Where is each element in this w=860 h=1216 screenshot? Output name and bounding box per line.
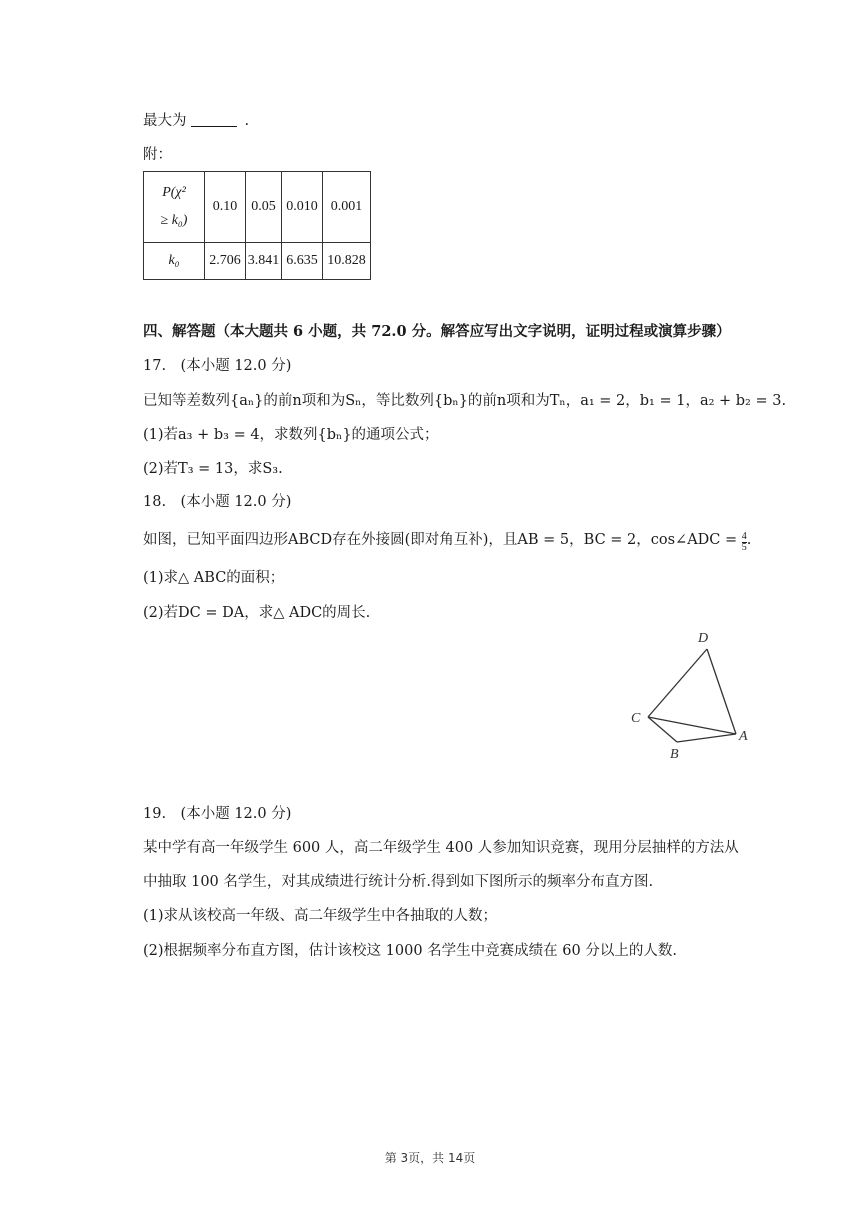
- table-cell: 0.010: [282, 172, 323, 243]
- q17-header: 17. (本小题 12.0 分): [143, 358, 292, 374]
- q19-part1: (1)求从该校高一年级、高二年级学生中各抽取的人数；: [143, 908, 498, 924]
- vertex-label-b: B: [670, 747, 679, 762]
- table-cell: 0.001: [323, 172, 371, 243]
- q16-tail-end: .: [244, 113, 250, 129]
- q18-stem-line: [143, 530, 751, 553]
- table-header-cell: [144, 172, 205, 243]
- table-cell: 10.828: [323, 243, 371, 280]
- table-header-line: ≥ k₀): [160, 213, 188, 228]
- table-header-line: P(χ²: [162, 185, 186, 200]
- section-heading: 四、解答题（本大题共 6 小题，共 72.0 分。解答应写出文字说明，证明过程或演算步骤）: [143, 323, 731, 340]
- segment-cb: [648, 717, 677, 742]
- table-cell: 0.10: [205, 172, 246, 243]
- q17-part1: (1)若a₃ + b₃ = 4，求数列{bₙ}的通项公式；: [143, 427, 439, 443]
- fraction-numerator: 4: [741, 531, 747, 542]
- table-cell: 3.841: [246, 243, 282, 280]
- table-cell: 0.05: [246, 172, 282, 243]
- q18-part1: (1)求△ ABC的面积；: [143, 570, 285, 586]
- quadrilateral-figure: [620, 622, 760, 772]
- q18-part2: (2)若DC = DA，求△ ADC的周长.: [143, 605, 371, 621]
- chi-square-table: [143, 171, 371, 280]
- table-cell: 2.706: [205, 243, 246, 280]
- appendix-label: 附：: [143, 147, 172, 163]
- segment-cd: [648, 649, 707, 717]
- vertex-label-a: A: [739, 729, 748, 744]
- vertex-label-d: D: [698, 631, 709, 646]
- fraction-denominator: 5: [741, 542, 747, 553]
- segment-ba: [677, 734, 736, 742]
- q19-stem-line2: 中抽取 100 名学生，对其成绩进行统计分析.得到如下图所示的频率分布直方图.: [143, 874, 654, 890]
- q16-tail-line: [143, 111, 249, 131]
- table-row-label: k₀: [144, 243, 205, 280]
- q18-stem: 如图，已知平面四边形ABCD存在外接圆(即对角互补)，且AB = 5，BC = 2，cos∠ADC =: [143, 532, 738, 548]
- q17-stem: 已知等差数列{aₙ}的前n项和为Sₙ，等比数列{bₙ}的前n项和为Tₙ，a₁ = 2，b₁ = 1，a₂ + b₂ = 3.: [143, 393, 787, 409]
- table-cell: 6.635: [282, 243, 323, 280]
- vertex-label-c: C: [631, 711, 641, 726]
- q18-stem-end: .: [746, 532, 752, 548]
- segment-da: [707, 649, 736, 734]
- page-footer: 第 3页，共 14页: [384, 1151, 476, 1165]
- answer-blank[interactable]: [191, 112, 237, 127]
- segment-ca: [648, 717, 736, 734]
- q17-part2: (2)若T₃ = 13，求S₃.: [143, 461, 283, 477]
- q19-stem-line1: 某中学有高一年级学生 600 人，高二年级学生 400 人参加知识竞赛，现用分层抽样的方法从: [143, 840, 739, 856]
- q19-part2: (2)根据频率分布直方图，估计该校这 1000 名学生中竞赛成绩在 60 分以上的人数.: [143, 943, 677, 959]
- q16-tail-text: 最大为: [143, 113, 187, 129]
- q18-header: 18. (本小题 12.0 分): [143, 494, 292, 510]
- q19-header: 19. (本小题 12.0 分): [143, 806, 292, 822]
